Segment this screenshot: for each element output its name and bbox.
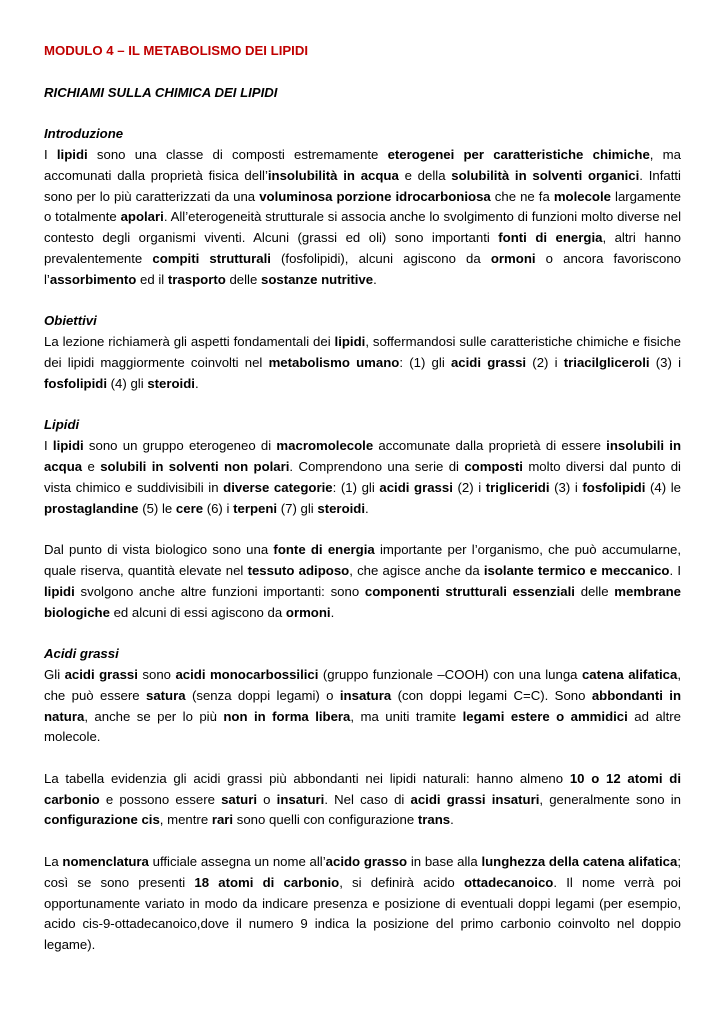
paragraph: [44, 332, 681, 394]
bold-term: solubili in solventi non polari: [100, 458, 290, 474]
bold-term: legami estere o ammidici: [462, 708, 628, 724]
text-run: , soffermandosi sulle caratteristiche chimiche e fisiche dei lipidi maggiormente coinvolti nel: [44, 334, 681, 370]
text-run: , ma uniti tramite: [350, 708, 463, 724]
text-run: delle: [574, 583, 615, 599]
bold-term: insaturi: [276, 791, 325, 807]
bold-term: insolubilità in acqua: [267, 167, 399, 183]
bold-term: tessuto adiposo: [247, 562, 350, 578]
paragraph: [44, 436, 681, 519]
module-title: MODULO 4 – IL METABOLISMO DEI LIPIDI: [44, 43, 309, 58]
bold-term: assorbimento: [49, 271, 137, 287]
bold-term: ormoni: [285, 604, 331, 620]
bold-term: rari: [211, 812, 234, 828]
text-run: La: [44, 854, 63, 870]
text-run: (gruppo funzionale –COOH) con una lunga: [318, 666, 582, 682]
bold-term: acidi grassi: [379, 479, 453, 495]
text-run: , anche se per lo più: [84, 708, 224, 724]
text-run: Dal punto di vista biologico sono una: [44, 542, 274, 558]
text-run: (7) gli: [277, 500, 318, 516]
bold-term: eterogenei per caratteristiche chimiche: [387, 146, 650, 162]
bold-term: voluminosa porzione idrocarboniosa: [259, 188, 491, 204]
section-lipidi: [44, 415, 681, 623]
bold-term: molecole: [553, 188, 611, 204]
text-run: , che agisce anche da: [349, 562, 484, 578]
paragraph: [44, 540, 681, 623]
bold-term: 10 o 12 atomi di carbonio: [44, 770, 681, 807]
text-run: .: [330, 604, 335, 620]
text-run: : (1) gli: [399, 354, 451, 370]
text-run: sono una classe di composti estremamente: [87, 146, 388, 162]
text-run: ; così se sono presenti: [44, 854, 681, 890]
bold-term: ormoni: [490, 250, 536, 266]
bold-term: macromolecole: [276, 438, 374, 454]
text-run: (4) le: [645, 479, 681, 495]
bold-term: isolante termico e meccanico: [483, 562, 670, 578]
text-run: Gli: [44, 666, 65, 682]
text-run: e: [82, 458, 101, 474]
text-run: o ancora favoriscono l’: [44, 250, 681, 287]
bold-term: trasporto: [167, 271, 226, 287]
text-run: , mentre: [159, 812, 212, 828]
text-run: molto diversi dal punto di vista chimico e suddivisibili in: [44, 458, 681, 495]
bold-term: acidi grassi insaturi: [410, 791, 540, 807]
text-run: . Il nome verrà poi opportunamente variato in modo da indicare presenza e posizione di eventuali doppi legami (per esempio, acido cis-9-ottadecanoico,dove il numero 9 indica la posizione del primo carbonio coinvolto nel doppio legame).: [44, 874, 681, 953]
paragraph: [44, 769, 681, 831]
bold-term: trans: [417, 812, 451, 828]
bold-term: nomenclatura: [62, 854, 149, 870]
paragraph: [44, 852, 681, 956]
text-run: largamente o totalmente: [44, 188, 681, 225]
text-run: I: [44, 146, 57, 162]
text-run: importante per l’organismo, che può accumularne, quale riserva, quantità elevate nel: [44, 542, 681, 578]
bold-term: triacilgliceroli: [563, 354, 650, 370]
bold-term: trigliceridi: [485, 479, 550, 495]
bold-term: lunghezza della catena alifatica: [481, 854, 678, 870]
document-body: [44, 124, 681, 956]
bold-term: ottadecanoico: [463, 874, 554, 890]
text-run: che ne fa: [490, 188, 554, 204]
text-run: (2) i: [452, 479, 486, 495]
text-run: accomunate dalla proprietà di essere: [373, 438, 607, 454]
section-heading: Obiettivi: [44, 313, 97, 329]
document-subtitle: RICHIAMI SULLA CHIMICA DEI LIPIDI: [44, 84, 278, 100]
text-run: , generalmente sono in: [539, 791, 682, 807]
text-run: . Comprendono una serie di: [289, 458, 465, 474]
text-run: . All’eterogeneità strutturale si associa anche lo svolgimento di funzioni molto diverse nel contesto degli organismi viventi. Alcuni (grassi ed oli) sono importanti: [44, 209, 681, 246]
section-heading: Introduzione: [44, 126, 124, 142]
bold-term: acidi grassi: [450, 354, 527, 370]
bold-term: compiti strutturali: [152, 250, 271, 266]
text-run: , altri hanno prevalentemente: [44, 230, 681, 266]
bold-term: abbondanti in natura: [44, 687, 681, 724]
bold-term: catena alifatica: [581, 666, 678, 682]
bold-term: apolari: [120, 209, 164, 225]
text-run: . Nel caso di: [324, 791, 411, 807]
text-run: .: [194, 375, 199, 391]
bold-term: saturi: [221, 791, 258, 807]
text-run: (senza doppi legami) o: [185, 687, 340, 703]
text-run: (3) i: [549, 479, 583, 495]
bold-term: componenti strutturali essenziali: [364, 583, 575, 599]
bold-term: fosfolipidi: [582, 479, 646, 495]
text-run: o: [257, 791, 277, 807]
bold-term: acidi monocarbossilici: [175, 666, 319, 682]
bold-term: fosfolipidi: [44, 375, 107, 391]
text-run: (5) le: [138, 500, 176, 516]
section-introduzione: [44, 124, 681, 290]
text-run: svolgono anche altre funzioni importanti: sono: [74, 583, 365, 599]
text-run: (2) i: [526, 354, 564, 370]
bold-term: prostaglandine: [44, 500, 139, 516]
text-run: ed alcuni di essi agiscono da: [109, 604, 286, 620]
text-run: : (1) gli: [332, 479, 380, 495]
text-run: (6) i: [203, 500, 234, 516]
bold-term: acidi grassi: [64, 666, 138, 682]
text-run: , che può essere: [44, 666, 681, 703]
bold-term: fonti di energia: [498, 230, 603, 246]
bold-term: steroidi: [317, 500, 366, 516]
text-run: e della: [398, 167, 452, 183]
bold-term: lipidi: [52, 438, 84, 454]
text-run: (fosfolipidi), alcuni agiscono da: [270, 250, 491, 266]
text-run: . Infatti sono per lo più caratterizzati da una: [44, 167, 681, 204]
text-run: delle: [225, 271, 261, 287]
bold-term: terpeni: [233, 500, 278, 516]
bold-term: 18 atomi di carbonio: [194, 874, 340, 890]
bold-term: steroidi: [147, 375, 195, 391]
bold-term: acido grasso: [325, 854, 408, 870]
text-run: .: [373, 271, 377, 287]
bold-term: satura: [145, 687, 186, 703]
section-obiettivi: [44, 311, 681, 394]
bold-term: composti: [464, 458, 523, 474]
text-run: sono quelli con configurazione: [233, 812, 418, 828]
bold-term: lipidi: [334, 334, 366, 350]
text-run: ad altre molecole.: [44, 708, 681, 745]
bold-term: insolubili in acqua: [44, 438, 682, 474]
text-run: , si definirà acido: [339, 874, 464, 890]
text-run: . I: [669, 562, 681, 578]
bold-term: sostanze nutritive: [260, 271, 374, 287]
bold-term: cere: [175, 500, 204, 516]
text-run: in base alla: [407, 854, 482, 870]
bold-term: membrane biologiche: [44, 583, 681, 620]
section-heading: Acidi grassi: [44, 646, 119, 662]
bold-term: fonte di energia: [273, 542, 375, 558]
text-run: La lezione richiamerà gli aspetti fondamentali dei: [44, 334, 335, 350]
bold-term: metabolismo umano: [268, 354, 400, 370]
bold-term: diverse categorie: [223, 479, 333, 495]
text-run: ed il: [136, 271, 168, 287]
text-run: sono un gruppo eterogeneo di: [83, 438, 277, 454]
text-run: sono: [137, 666, 176, 682]
section-acidi-grassi: [44, 644, 681, 956]
text-run: ufficiale assegna un nome all’: [148, 854, 326, 870]
text-run: La tabella evidenzia gli acidi grassi più abbondanti nei lipidi naturali: hanno almeno: [44, 770, 570, 786]
text-run: (con doppi legami C=C). Sono: [391, 687, 592, 703]
text-run: .: [450, 812, 454, 828]
text-run: (3) i: [649, 354, 682, 370]
paragraph: [44, 665, 681, 748]
bold-term: configurazione cis: [44, 812, 160, 828]
section-heading: Lipidi: [44, 417, 80, 433]
bold-term: lipidi: [56, 146, 88, 162]
bold-term: insatura: [339, 687, 392, 703]
text-run: , ma accomunati dalla proprietà fisica dell’: [44, 146, 681, 183]
text-run: e possono essere: [99, 791, 222, 807]
text-run: (4) gli: [107, 375, 148, 391]
text-run: .: [365, 500, 369, 516]
bold-term: solubilità in solventi organici: [451, 167, 640, 183]
text-run: I: [44, 438, 53, 454]
paragraph: [44, 145, 681, 291]
bold-term: non in forma libera: [223, 708, 351, 724]
bold-term: lipidi: [44, 583, 75, 599]
